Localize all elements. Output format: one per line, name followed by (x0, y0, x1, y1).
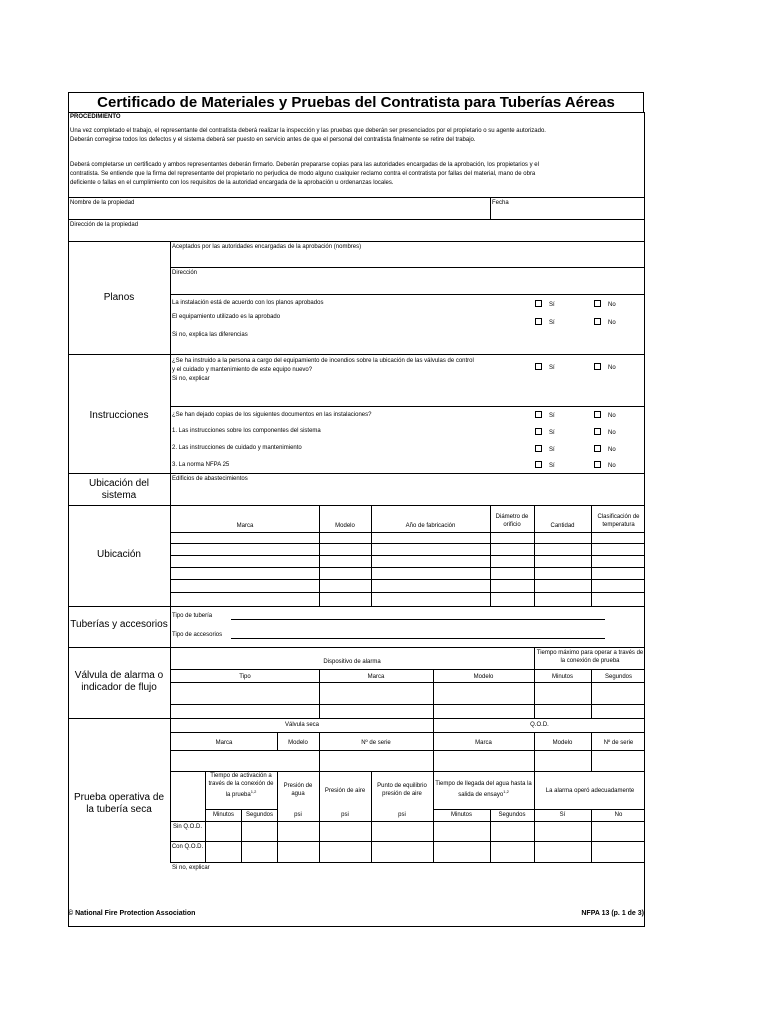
instr-doc3-yes-checkbox[interactable] (535, 461, 542, 468)
unit-segundos: Segundos (498, 812, 526, 818)
no-label: No (608, 430, 616, 436)
yes-label: Sí (549, 302, 555, 308)
instr-doc2-yes-checkbox[interactable] (535, 445, 542, 452)
instr-q1-explain: Si no, explicar (172, 376, 210, 382)
yes-label: Sí (549, 413, 555, 419)
dry-explain-label: Si no, explicar (172, 865, 210, 871)
section-prueba-seca (68, 792, 170, 816)
table-row (170, 592, 645, 593)
pipe-type-label: Tipo de tubería (172, 613, 213, 619)
procedure-text: Deberá completarse un certificado y ambos representantes deberán firmarlo. Deberán prepararse copias para las autoridades encargadas de la aprobación, los propietarios y el (70, 162, 539, 168)
unit-psi: psi (398, 812, 406, 818)
divider (170, 406, 645, 407)
table-row (170, 555, 645, 556)
footnote-marker: 1,2 (250, 789, 257, 794)
accepted-by-label: Aceptados por las autoridades encargadas de la aprobación (nombres) (172, 244, 362, 250)
divider (490, 197, 491, 219)
dry-col-modelo: Modelo (288, 740, 308, 746)
divider (170, 669, 645, 670)
divider (68, 718, 645, 719)
footnote-marker: 1,2 (503, 789, 509, 794)
planos-q1-no-checkbox[interactable] (594, 300, 601, 307)
section-valvula-alarma (68, 670, 170, 694)
water-pressure-header: Presión de agua (283, 783, 313, 797)
instr-doc1-yes-checkbox[interactable] (535, 428, 542, 435)
yes-label: Sí (549, 365, 555, 371)
instr-doc2-no-checkbox[interactable] (594, 445, 601, 452)
alarm-col-minutos: Minutos (551, 674, 573, 680)
max-time-header: Tiempo máximo para operar a través de la conexión de prueba (536, 650, 644, 664)
instr-q2-no-checkbox[interactable] (594, 411, 601, 418)
unit-si: Sí (559, 812, 566, 818)
row-without-qod: Sin Q.O.D. (172, 824, 202, 830)
instr-q1-yes-checkbox[interactable] (535, 363, 542, 370)
instr-q1-no-checkbox[interactable] (594, 363, 601, 370)
qod-col-marca: Marca (475, 740, 492, 746)
section-planos: Planos (103, 292, 135, 303)
no-label: No (608, 463, 616, 469)
property-address-label: Dirección de la propiedad (70, 222, 139, 228)
divider (170, 750, 645, 751)
footer-copyright: © National Fire Protection Association (68, 910, 196, 917)
section-line: sistema (101, 490, 137, 501)
planos-q1-yes-checkbox[interactable] (535, 300, 542, 307)
dry-col-marca: Marca (215, 740, 233, 746)
no-label: No (608, 302, 616, 308)
col-ano: Año de fabricación (405, 523, 456, 529)
divider (68, 219, 645, 220)
air-pressure-header: Presión de aire (324, 788, 366, 794)
alarm-col-marca: Marca (367, 674, 385, 680)
divider (68, 647, 645, 648)
unit-minutos: Minutos (212, 812, 234, 818)
section-line: indicador de flujo (81, 682, 157, 693)
procedure-text: deficiente o fallas en el cumplimiento con los requisitos de la autoridad encargada de la aprobación u ordenanzas locales. (70, 180, 394, 186)
col-diametro: Diámetro de orificio (495, 514, 529, 528)
water-arrival-header (434, 780, 533, 799)
yes-label: Sí (549, 463, 555, 469)
instr-doc2: 2. Las instrucciones de cuidado y mantenimiento (172, 445, 302, 451)
planos-q2-yes-checkbox[interactable] (535, 318, 542, 325)
planos-q2: El equipamiento utilizado es la aprobado (172, 314, 281, 320)
planos-q2-no-checkbox[interactable] (594, 318, 601, 325)
qod-col-modelo: Modelo (552, 740, 573, 746)
col-modelo: Modelo (335, 523, 355, 529)
divider (68, 606, 645, 607)
no-label: No (608, 447, 616, 453)
activation-time-text: Tiempo de activación a través de la conexión de la prueba (208, 773, 274, 798)
water-arrival-text: Tiempo de llegada del agua hasta la salida de ensayo (435, 781, 532, 798)
fitting-type-line[interactable] (231, 638, 605, 639)
divider (534, 732, 535, 771)
procedure-text: contratista. Se entiende que la firma del representante del propietario no perjudica de modo alguno cualquier reclamo contra el contratista por fallas del material, mano de obra (70, 171, 536, 177)
divider (68, 354, 645, 355)
divider (319, 732, 320, 771)
planos-explain-label: Si no, explica las diferencias (172, 332, 248, 338)
qod-col-serie: Nº de serie (603, 740, 634, 746)
procedure-text: Una vez completado el trabajo, el representante del contratista deberá realizar la inspección y las pruebas que deberán ser presenciados por el propietario o su agente autorizado. (70, 128, 546, 134)
fitting-type-label: Tipo de accesorios (172, 632, 223, 638)
activation-time-header (206, 772, 276, 799)
yes-label: Sí (549, 430, 555, 436)
footer-page: NFPA 13 (p. 1 de 3) (581, 910, 644, 917)
instr-doc1-no-checkbox[interactable] (594, 428, 601, 435)
dry-valve-header: Válvula seca (284, 722, 320, 728)
unit-minutos: Minutos (450, 812, 472, 818)
divider (68, 505, 645, 506)
buildings-label: Edificios de abastecimientos (172, 476, 248, 482)
section-line: Válvula de alarma o (74, 670, 164, 681)
divider (68, 112, 645, 113)
unit-no: No (614, 812, 623, 818)
section-instrucciones: Instrucciones (89, 410, 149, 421)
unit-psi: psi (294, 812, 302, 818)
divider (170, 294, 645, 295)
table-row (170, 543, 645, 544)
section-ubicacion: Ubicación (97, 549, 141, 560)
unit-psi: psi (341, 812, 349, 818)
no-label: No (608, 365, 616, 371)
section-line: Ubicación del (88, 478, 150, 489)
instr-q1-line2: y el cuidado y mantenimiento de este equipo nuevo? (172, 367, 313, 373)
instr-q2: ¿Se han dejado copias de los siguientes documentos en las instalaciones? (172, 412, 372, 418)
property-name-label: Nombre de la propiedad (70, 200, 135, 206)
row-with-qod: Con Q.O.D. (171, 844, 204, 850)
pipe-type-line[interactable] (231, 619, 605, 620)
table-row (170, 841, 645, 842)
operated-ok-header: La alarma operó adecuadamente (545, 788, 635, 794)
divider (170, 821, 645, 822)
alarm-device-header: Dispositivo de alarma (323, 659, 381, 665)
divider (205, 809, 277, 810)
alarm-col-modelo: Modelo (473, 674, 494, 680)
instr-q2-yes-checkbox[interactable] (535, 411, 542, 418)
divider (170, 267, 645, 268)
table-row (170, 579, 645, 580)
instr-doc3-no-checkbox[interactable] (594, 461, 601, 468)
section-line: la tubería seca (86, 804, 152, 815)
alarm-col-tipo: Tipo (239, 674, 251, 680)
divider (591, 732, 592, 771)
qod-header: Q.O.D. (530, 722, 549, 728)
divider (170, 862, 645, 863)
divider (68, 926, 645, 927)
no-label: No (608, 413, 616, 419)
planos-address-label: Dirección (172, 270, 198, 276)
divider (433, 809, 645, 810)
no-label: No (608, 320, 616, 326)
instr-doc3: 3. La norma NFPA 25 (172, 462, 230, 468)
section-ubicacion-sistema (68, 478, 170, 502)
divider (68, 197, 645, 198)
table-row (170, 704, 645, 705)
section-line: Prueba operativa de (73, 792, 165, 803)
divider (170, 732, 645, 733)
divider (170, 241, 171, 862)
col-marca: Marca (236, 523, 254, 529)
instr-doc1: 1. Las instrucciones sobre los componentes del sistema (172, 428, 321, 434)
col-cantidad: Cantidad (550, 523, 575, 529)
procedure-heading: PROCEDIMIENTO (70, 114, 121, 120)
yes-label: Sí (549, 447, 555, 453)
date-label: Fecha (492, 200, 509, 206)
alarm-col-segundos: Segundos (604, 674, 633, 680)
unit-segundos: Segundos (245, 812, 274, 818)
divider (170, 532, 645, 533)
dry-col-serie: Nº de serie (361, 740, 391, 746)
col-clasificacion: Clasificación de temperatura (597, 514, 640, 528)
instr-q1-line1: ¿Se ha instruido a la persona a cargo del equipamiento de incendios sobre la ubicación de las válvulas de control (172, 358, 474, 364)
procedure-text: Deberán corregirse todos los defectos y el sistema deberá ser puesto en servicio antes de que el personal del contratista finalmente se retire del trabajo. (70, 137, 476, 143)
yes-label: Sí (549, 320, 555, 326)
planos-q1: La instalación está de acuerdo con los planos aprobados (172, 300, 324, 306)
form-title: Certificado de Materiales y Pruebas del Contratista para Tuberías Aéreas (68, 92, 644, 112)
section-tuberias: Tuberías y accesorios (70, 619, 168, 630)
table-row (170, 567, 645, 568)
divider (68, 241, 645, 242)
trip-point-header: Punto de equilibrio presión de aire (377, 783, 427, 797)
divider (68, 473, 645, 474)
divider (170, 682, 645, 683)
